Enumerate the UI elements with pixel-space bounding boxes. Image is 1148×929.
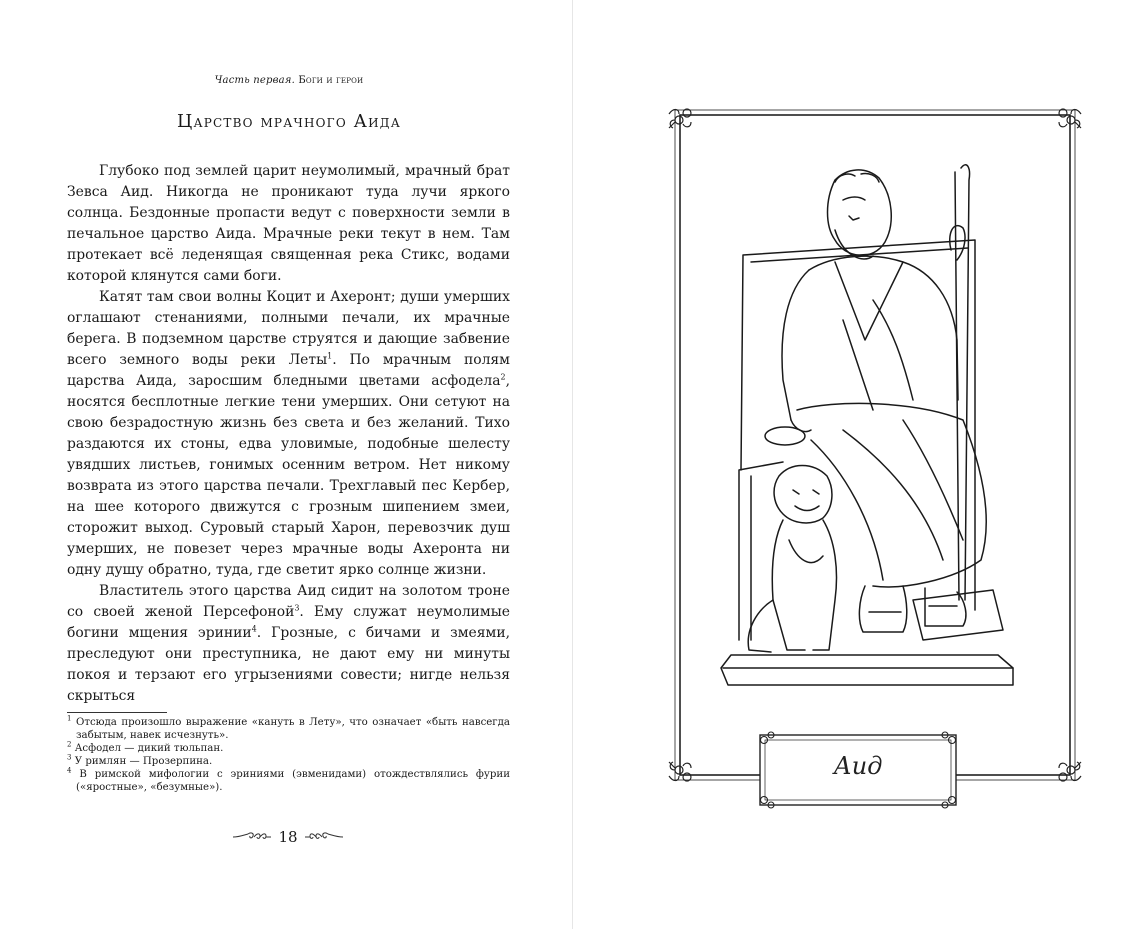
footnote-ref-2: 2 — [500, 372, 506, 382]
running-head — [0, 75, 578, 86]
running-head-part: Часть первая. — [214, 75, 295, 86]
footnote-ref-1: 1 — [327, 351, 333, 361]
footnote-2: $^2$ Асфодел — дикий тюльпан. — [67, 740, 224, 754]
paragraph-2: Катят там свои волны Коцит и Ахеронт; души умерших оглашают стенаниями, полными печали, их мрачные берега. В подземном царстве струятся и дающие забвение всего земного воды реки Леты$^1$. По мрачным полям царства Аида, заросшим бледными цветами асфодела$^2$, носятся бесплотные легкие тени умерших. Они сетуют на свою безрадостную жизнь без света и без желаний. Тихо раздаются их стоны, едва уловимые, подобные шелесту увядших листьев, гонимых осенним ветром. Нет никому возврата из этого царства печали. Трехглавый пес Кербер, на шее которого движутся с грозным шипением змеи, сторожит выход. Суровый старый Харон, перевозчик душ умерших, не повезет через мрачные воды Ахеронта ни одну душу обратно, туда, где светит ярко солнце жизни. — [67, 289, 510, 578]
illustration-caption: Аид — [833, 752, 883, 780]
folio-ornament-right-icon — [304, 830, 344, 844]
page-number: 18 — [278, 828, 298, 846]
body-text — [67, 161, 510, 707]
footnote-1: $^1$ Отсюда произошло выражение «кануть в Лету», что означает «быть навсегда забытым, навек исчезнуть». — [67, 714, 510, 741]
footnote-3: $^3$ У римлян — Прозерпина. — [67, 753, 213, 767]
right-page — [573, 0, 1148, 929]
footnote-rule — [67, 712, 167, 713]
left-page — [0, 0, 572, 929]
page-folio — [230, 826, 346, 848]
footnote-ref-3: 3 — [294, 603, 300, 613]
hades-illustration — [721, 165, 1013, 685]
paragraph-1: Глубоко под землей царит неумолимый, мрачный брат Зевса Аид. Никогда не проникают туда лучи яркого солнца. Бездонные пропасти ведут с поверхности земли в печальное царство Аида. Мрачные реки текут в нем. Там протекает всё леденящая священная река Стикс, водами которой клянутся сами боги. — [67, 163, 510, 284]
chapter-title: Царство мрачного Аида — [177, 112, 401, 132]
running-head-section: Боги и герои — [298, 75, 364, 86]
paragraph-3: Властитель этого царства Аид сидит на золотом троне со своей женой Персефоной$^3$. Ему служат неумолимые богини мщения эринии$^4$. Грозные, с бичами и змеями, преследуют они преступника, не дают ему ни минуты покоя и терзают его угрызениями совести; нигде нельзя скрыться — [67, 583, 511, 704]
folio-ornament-left-icon — [232, 830, 272, 844]
illustration-frame — [573, 0, 1148, 929]
footnotes — [67, 716, 510, 794]
footnote-4: $^4$ В римской мифологии с эриниями (эвменидами) отождествлялись фурии («яростные», «безумные»). — [67, 766, 510, 793]
footnote-ref-4: 4 — [251, 624, 257, 634]
